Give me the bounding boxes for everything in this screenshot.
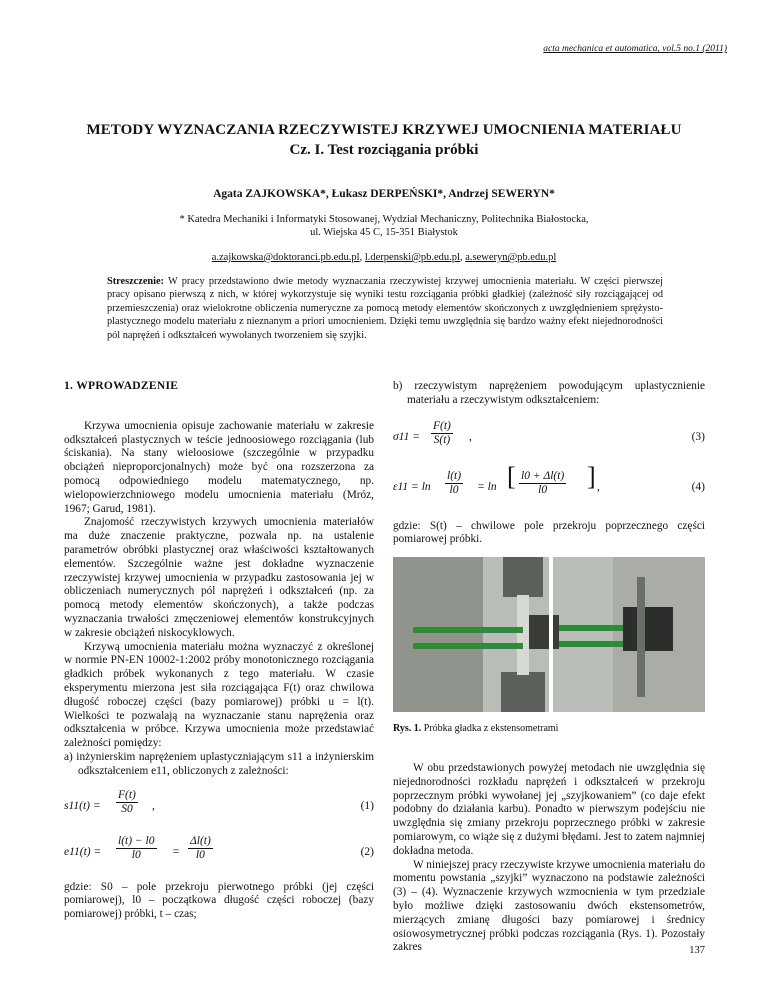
eq4-lhs: ε11 = ln [393, 480, 431, 493]
abstract-text: W pracy przedstawiono dwie metody wyznaczania rzeczywistej krzywej umocnienia materiału. W części pierwszej pracy opisano pierwszą z nich, w której wykorzystuje się wyniki testu rozciągania próbki gładkiej (zależność siły rozciągającej od przemieszczenia) oraz wielokrotne obliczenia numeryczne za pomocą metody elementów skończonych z uwzględnieniem sprężysto-plastycznego modelu materiału z nieznanym a priori umocnieniem. Dzięki temu uwzględnia się bardzo ważny efekt niejednorodności pól naprężeń i odkształceń wywołanych tworzeniem się szyjki. [107, 276, 663, 341]
paragraph: Krzywa umocnienia opisuje zachowanie materiału w zakresie odkształceń plastycznych w teście jednoosiowego rozciągania (lub ściskania). Na stany wieloosiowe (szczególnie w przypadku obciążeń nieproporcjonalnych) może być ona rozszerzona za pomocą odpowiedniego modelu matematycznego, np. wielopowierzchniowego modelu umocnienia materiału (Mróz, 1967; Garud, 1981). [64, 419, 374, 515]
eq3-denominator: S(t) [433, 434, 451, 447]
eq1-comma: , [152, 799, 155, 812]
eq4-bracket-open: [ [507, 461, 516, 491]
eq2-denominator-2: l0 [195, 849, 205, 862]
eq4-bracket-close: ] [587, 461, 596, 491]
eq2-number: (2) [360, 845, 374, 858]
paragraph: W niniejszej pracy rzeczywiste krzywe umocnienia materiału do momentu powstania „szyjki” wyznaczono na podstawie zależności (3) – (4). Wyznaczenie krzywych wzmocnienia w tym przedziale było możliwe dzięki zastosowaniu dwóch ekstensometrów, mierzących zmianę długości bazy pomiarowej i średnicy osiowosymetrycznej próbki podczas rozciągania (Rys. 1). Pozostały zakres [393, 858, 705, 954]
eq3-lhs: σ11 = [393, 430, 420, 443]
page-number: 137 [689, 945, 705, 956]
left-column [64, 380, 374, 922]
paragraph: W obu przedstawionych powyżej metodach nie uwzględnia się niejednorodności rozkładu naprężeń i odkształceń w przekroju poprzecznym próbki wywołanej jej „szyjkowaniem” (co daje efekt podobny do działania karbu). Ponadto w pierwszym podejściu nie uwzględnia się zmiany przekroju poprzecznego próbki w zakresie pomiarowym, co wiąże się z dużymi błędami. Jest to zatem najmniej dokładna metoda. [393, 761, 705, 857]
specimen-photo-illustration [393, 557, 705, 712]
abstract [107, 275, 663, 342]
email-link-1[interactable]: a.zajkowska@doktoranci.pb.edu.pl [211, 252, 360, 263]
eq4-mid: = ln [477, 480, 497, 493]
equation-4 [393, 461, 705, 508]
eq4-comma: , [597, 480, 600, 493]
equation-2 [64, 833, 374, 873]
eq1-fraction [116, 789, 138, 818]
eq4-fraction-2 [519, 470, 566, 499]
eq3-numerator: F(t) [431, 420, 453, 435]
right-column [393, 380, 705, 955]
caption-label: Rys. 1. [393, 723, 422, 735]
email-link-3[interactable]: a.seweryn@pb.edu.pl [465, 252, 557, 263]
email-link-2[interactable]: l.derpenski@pb.edu.pl [364, 252, 460, 263]
authors: Agata ZAJKOWSKA*, Łukasz DERPEŃSKI*, Andrzej SEWERYN* [213, 188, 555, 200]
paragraph: gdzie: S(t) – chwilowe pole przekroju poprzecznego części pomiarowej próbki. [393, 519, 705, 546]
eq2-denominator-1: l0 [131, 849, 141, 862]
affiliation-line-1: * Katedra Mechaniki i Informatyki Stosowanej, Wydział Mechaniczny, Politechnika Białostocka, [179, 214, 589, 225]
list-item-b: b) rzeczywistym naprężeniem powodującym uplastycznienie materiału a rzeczywistym odkształceniem: [393, 380, 705, 406]
section-heading: 1. WPROWADZENIE [64, 380, 179, 392]
eq4-numerator-2: l0 + Δl(t) [519, 470, 566, 485]
emails: a.zajkowska@doktoranci.pb.edu.pl, l.derpenski@pb.edu.pl, a.seweryn@pb.edu.pl [211, 252, 557, 263]
equation-1 [64, 787, 374, 827]
eq2-equals: = [172, 845, 180, 858]
eq2-lhs: e11(t) = [64, 845, 102, 858]
eq2-numerator-2: Δl(t) [188, 835, 213, 850]
eq1-number: (1) [360, 799, 374, 812]
paper-title: METODY WYZNACZANIA RZECZYWISTEJ KRZYWEJ UMOCNIENIA MATERIAŁU [86, 122, 682, 138]
eq1-numerator: F(t) [116, 789, 138, 804]
affiliation [0, 213, 768, 239]
paragraph: Znajomość rzeczywistych krzywych umocnienia materiałów ma duże znaczenie praktyczne, pozwala np. na ustalenie parametrów obróbki plastycznej oraz właściwości kształtowanych elementów. Szczególnie ważne jest dokładne wyznaczenie rzeczywistej krzywej umocnienia w przypadku zastosowania jej w obliczeniach numerycznych pól naprężeń i odkształceń (np. za pomocą metody elementów skończonych), a także podczas wyznaczania trwałości zmęczeniowej elementów konstrukcyjnych w zakresie obciążeń niskocyklowych. [64, 516, 374, 639]
eq4-number: (4) [691, 480, 705, 493]
eq3-fraction [431, 420, 453, 449]
eq1-lhs: s11(t) = [64, 799, 101, 812]
paper-subtitle: Cz. I. Test rozciągania próbki [289, 142, 479, 158]
eq2-fraction-2 [188, 835, 213, 864]
caption-text: Próbka gładka z ekstensometrami [423, 723, 559, 735]
paragraph: Krzywą umocnienia materiału można wyznaczyć z określonej w normie PN-EN 10002-1:2002 próby monotonicznego rozciągania gładkich próbek wykonanych z tego materiału. W czasie eksperymentu mierzona jest siła rozciągająca F(t) oraz chwilowa długość roboczej części (bazy pomiarowej) próbki u = l(t). Wielkości te pozwalają na wyznaczanie stanu naprężenia oraz odkształcenia w próbce. Krzywa umocnienia może przedstawiać zależności pomiędzy: [64, 640, 374, 750]
journal-header: acta mechanica et automatica, vol.5 no.1 (2011) [543, 44, 727, 54]
eq2-numerator-1: l(t) − l0 [116, 835, 157, 850]
eq4-numerator-1: l(t) [445, 470, 463, 485]
eq3-comma: , [469, 430, 472, 443]
abstract-label: Streszczenie: [107, 276, 164, 287]
eq4-fraction-1 [445, 470, 463, 499]
equation-3 [393, 418, 705, 458]
list-item-a: a) inżynierskim naprężeniem uplastyczniającym s11 a inżynierskim odkształceniem e11, obliczonych z zależności: [64, 750, 374, 777]
eq1-denominator: S0 [121, 803, 133, 816]
eq4-denominator-2: l0 [538, 484, 548, 497]
affiliation-line-2: ul. Wiejska 45 C, 15-351 Białystok [310, 227, 458, 238]
specimen-photo [393, 557, 705, 712]
eq3-number: (3) [691, 430, 705, 443]
paragraph: gdzie: S0 – pole przekroju pierwotnego próbki (jej części pomiarowej), l0 – początkowa długość części roboczej (bazy pomiarowej) próbki, t – czas; [64, 880, 374, 921]
eq2-fraction-1 [116, 835, 157, 864]
figure-caption [393, 722, 705, 736]
eq4-denominator-1: l0 [449, 484, 459, 497]
